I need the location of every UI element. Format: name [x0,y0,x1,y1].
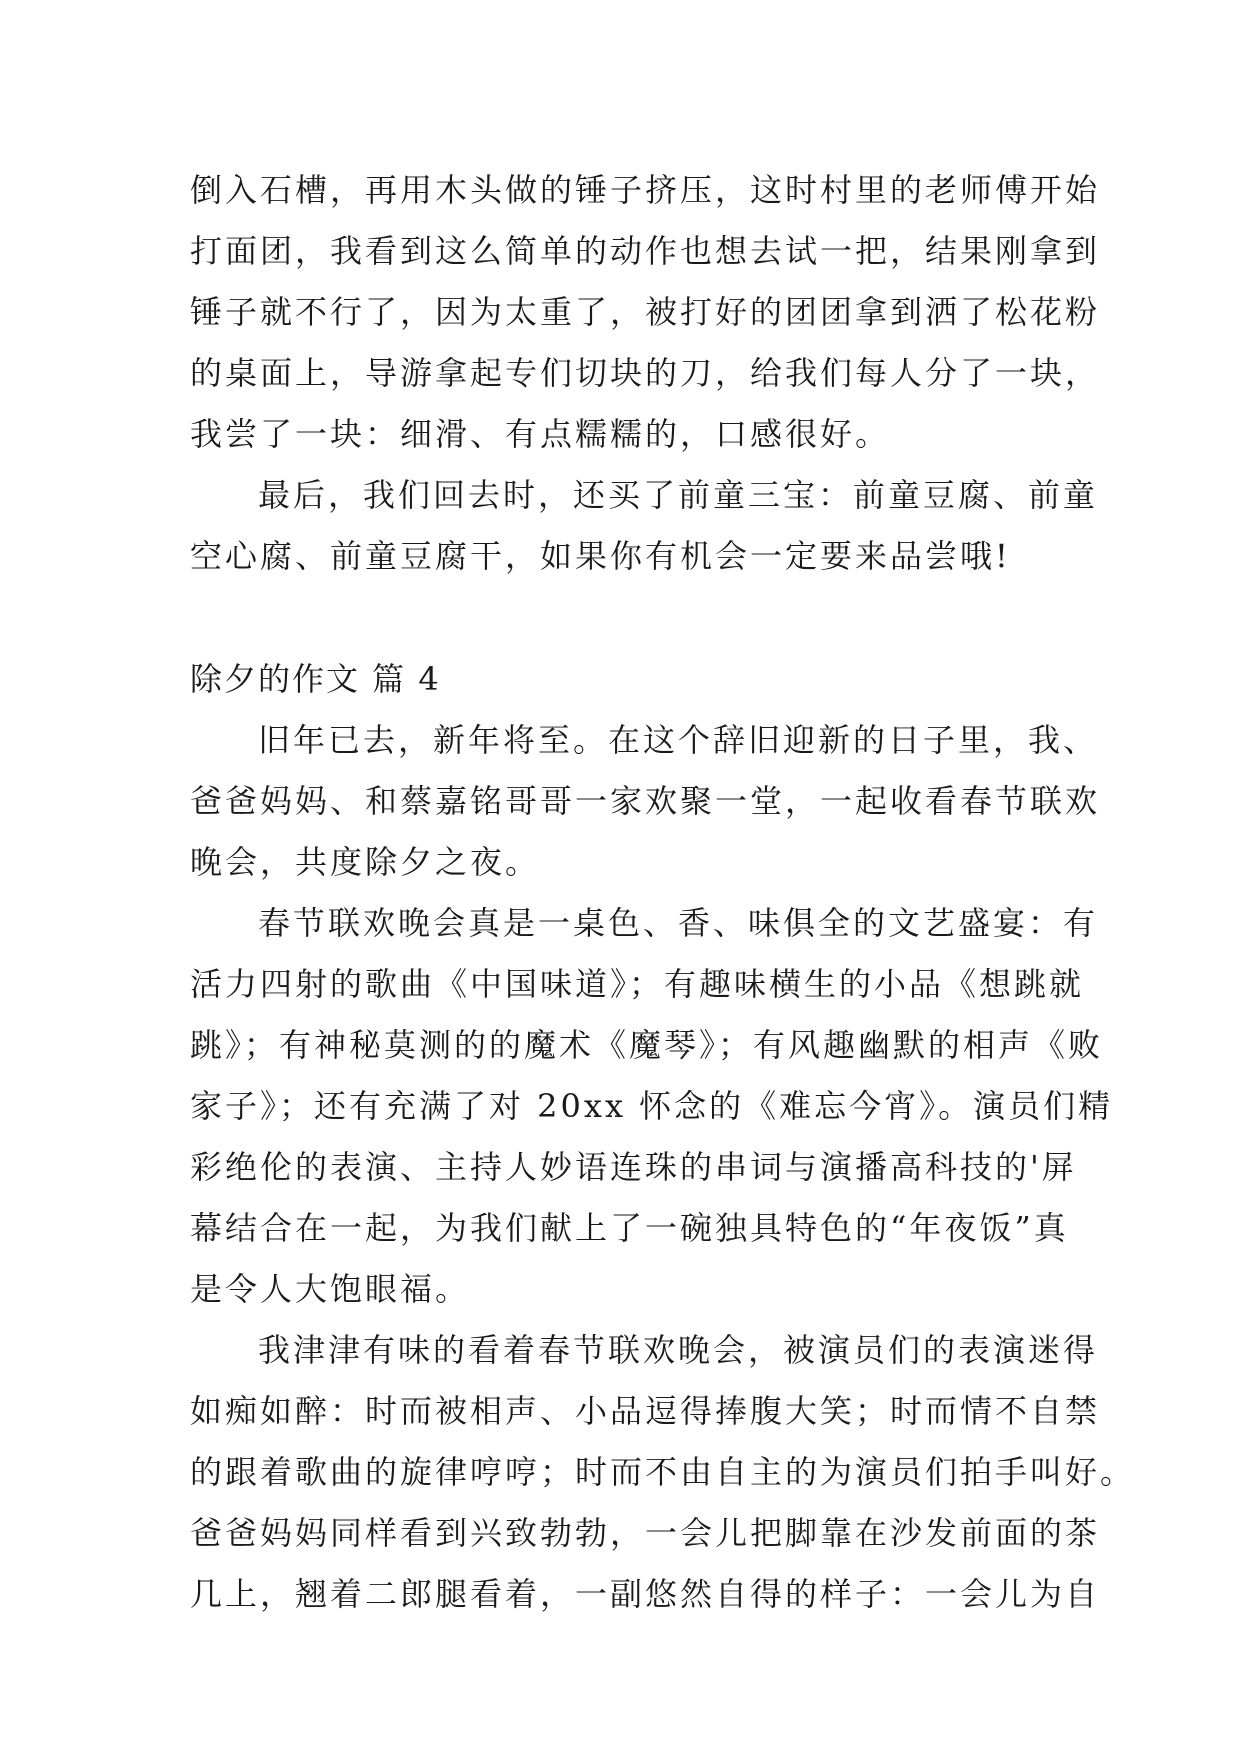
text-line: 空心腐、前童豆腐干，如果你有机会一定要来品尝哦! [190,537,1011,575]
paragraph [190,465,1099,587]
document-body [190,160,1136,1625]
text-line: 是令人大饱眼福。 [190,1270,471,1308]
text-line: 彩绝伦的表演、主持人妙语连珠的串词与演播高科技的'屏 [190,1148,1077,1186]
text-line: 晚会，共度除夕之夜。 [190,843,541,881]
text-line: 幕结合在一起，为我们献上了一碗独具特色的“年夜饭”真 [190,1209,1069,1247]
text-line: 几上，翘着二郎腿看着，一副悠然自得的样子：一会儿为自 [190,1575,1101,1613]
text-line: 最后，我们回去时，还买了前童三宝：前童豆腐、前童 [258,476,1099,514]
text-line: 锤子就不行了，因为太重了，被打好的团团拿到洒了松花粉 [190,293,1101,331]
text-line: 跳》；有神秘莫测的的魔术《魔琴》；有风趣幽默的相声《败 [190,1026,1104,1064]
paragraph [190,1320,1136,1625]
text-line: 春节联欢晚会真是一桌色、香、味俱全的文艺盛宴：有 [258,904,1099,942]
text-line: 爸爸妈妈、和蔡嘉铭哥哥一家欢聚一堂，一起收看春节联欢 [190,782,1101,820]
section-gap [190,587,1070,649]
text-line: 家子》；还有充满了对 20xx 怀念的《难忘今宵》。演员们精 [190,1087,1114,1125]
paragraph [190,893,1114,1320]
paragraph [190,710,1101,893]
text-line: 活力四射的歌曲《中国味道》；有趣味横生的小品《想跳就 [190,965,1085,1003]
text-line: 打面团，我看到这么简单的动作也想去试一把，结果刚拿到 [190,232,1101,270]
text-line: 倒入石槽，再用木头做的锤子挤压，这时村里的老师傅开始 [190,171,1101,209]
text-line: 旧年已去，新年将至。在这个辞旧迎新的日子里，我、 [258,721,1099,759]
text-line: 爸爸妈妈同样看到兴致勃勃，一会儿把脚靠在沙发前面的茶 [190,1514,1101,1552]
text-line: 的桌面上，导游拿起专们切块的刀，给我们每人分了一块， [190,354,1101,392]
text-line: 我津津有味的看着春节联欢晚会，被演员们的表演迷得 [258,1331,1099,1369]
paragraph [190,160,1101,465]
text-line: 如痴如醉：时而被相声、小品逗得捧腹大笑；时而情不自禁 [190,1392,1101,1430]
section-heading: 除夕的作文 篇 4 [190,660,441,698]
text-line: 我尝了一块：细滑、有点糯糯的，口感很好。 [190,415,891,453]
text-line: 的跟着歌曲的旋律哼哼；时而不由自主的为演员们拍手叫好。 [190,1453,1136,1491]
